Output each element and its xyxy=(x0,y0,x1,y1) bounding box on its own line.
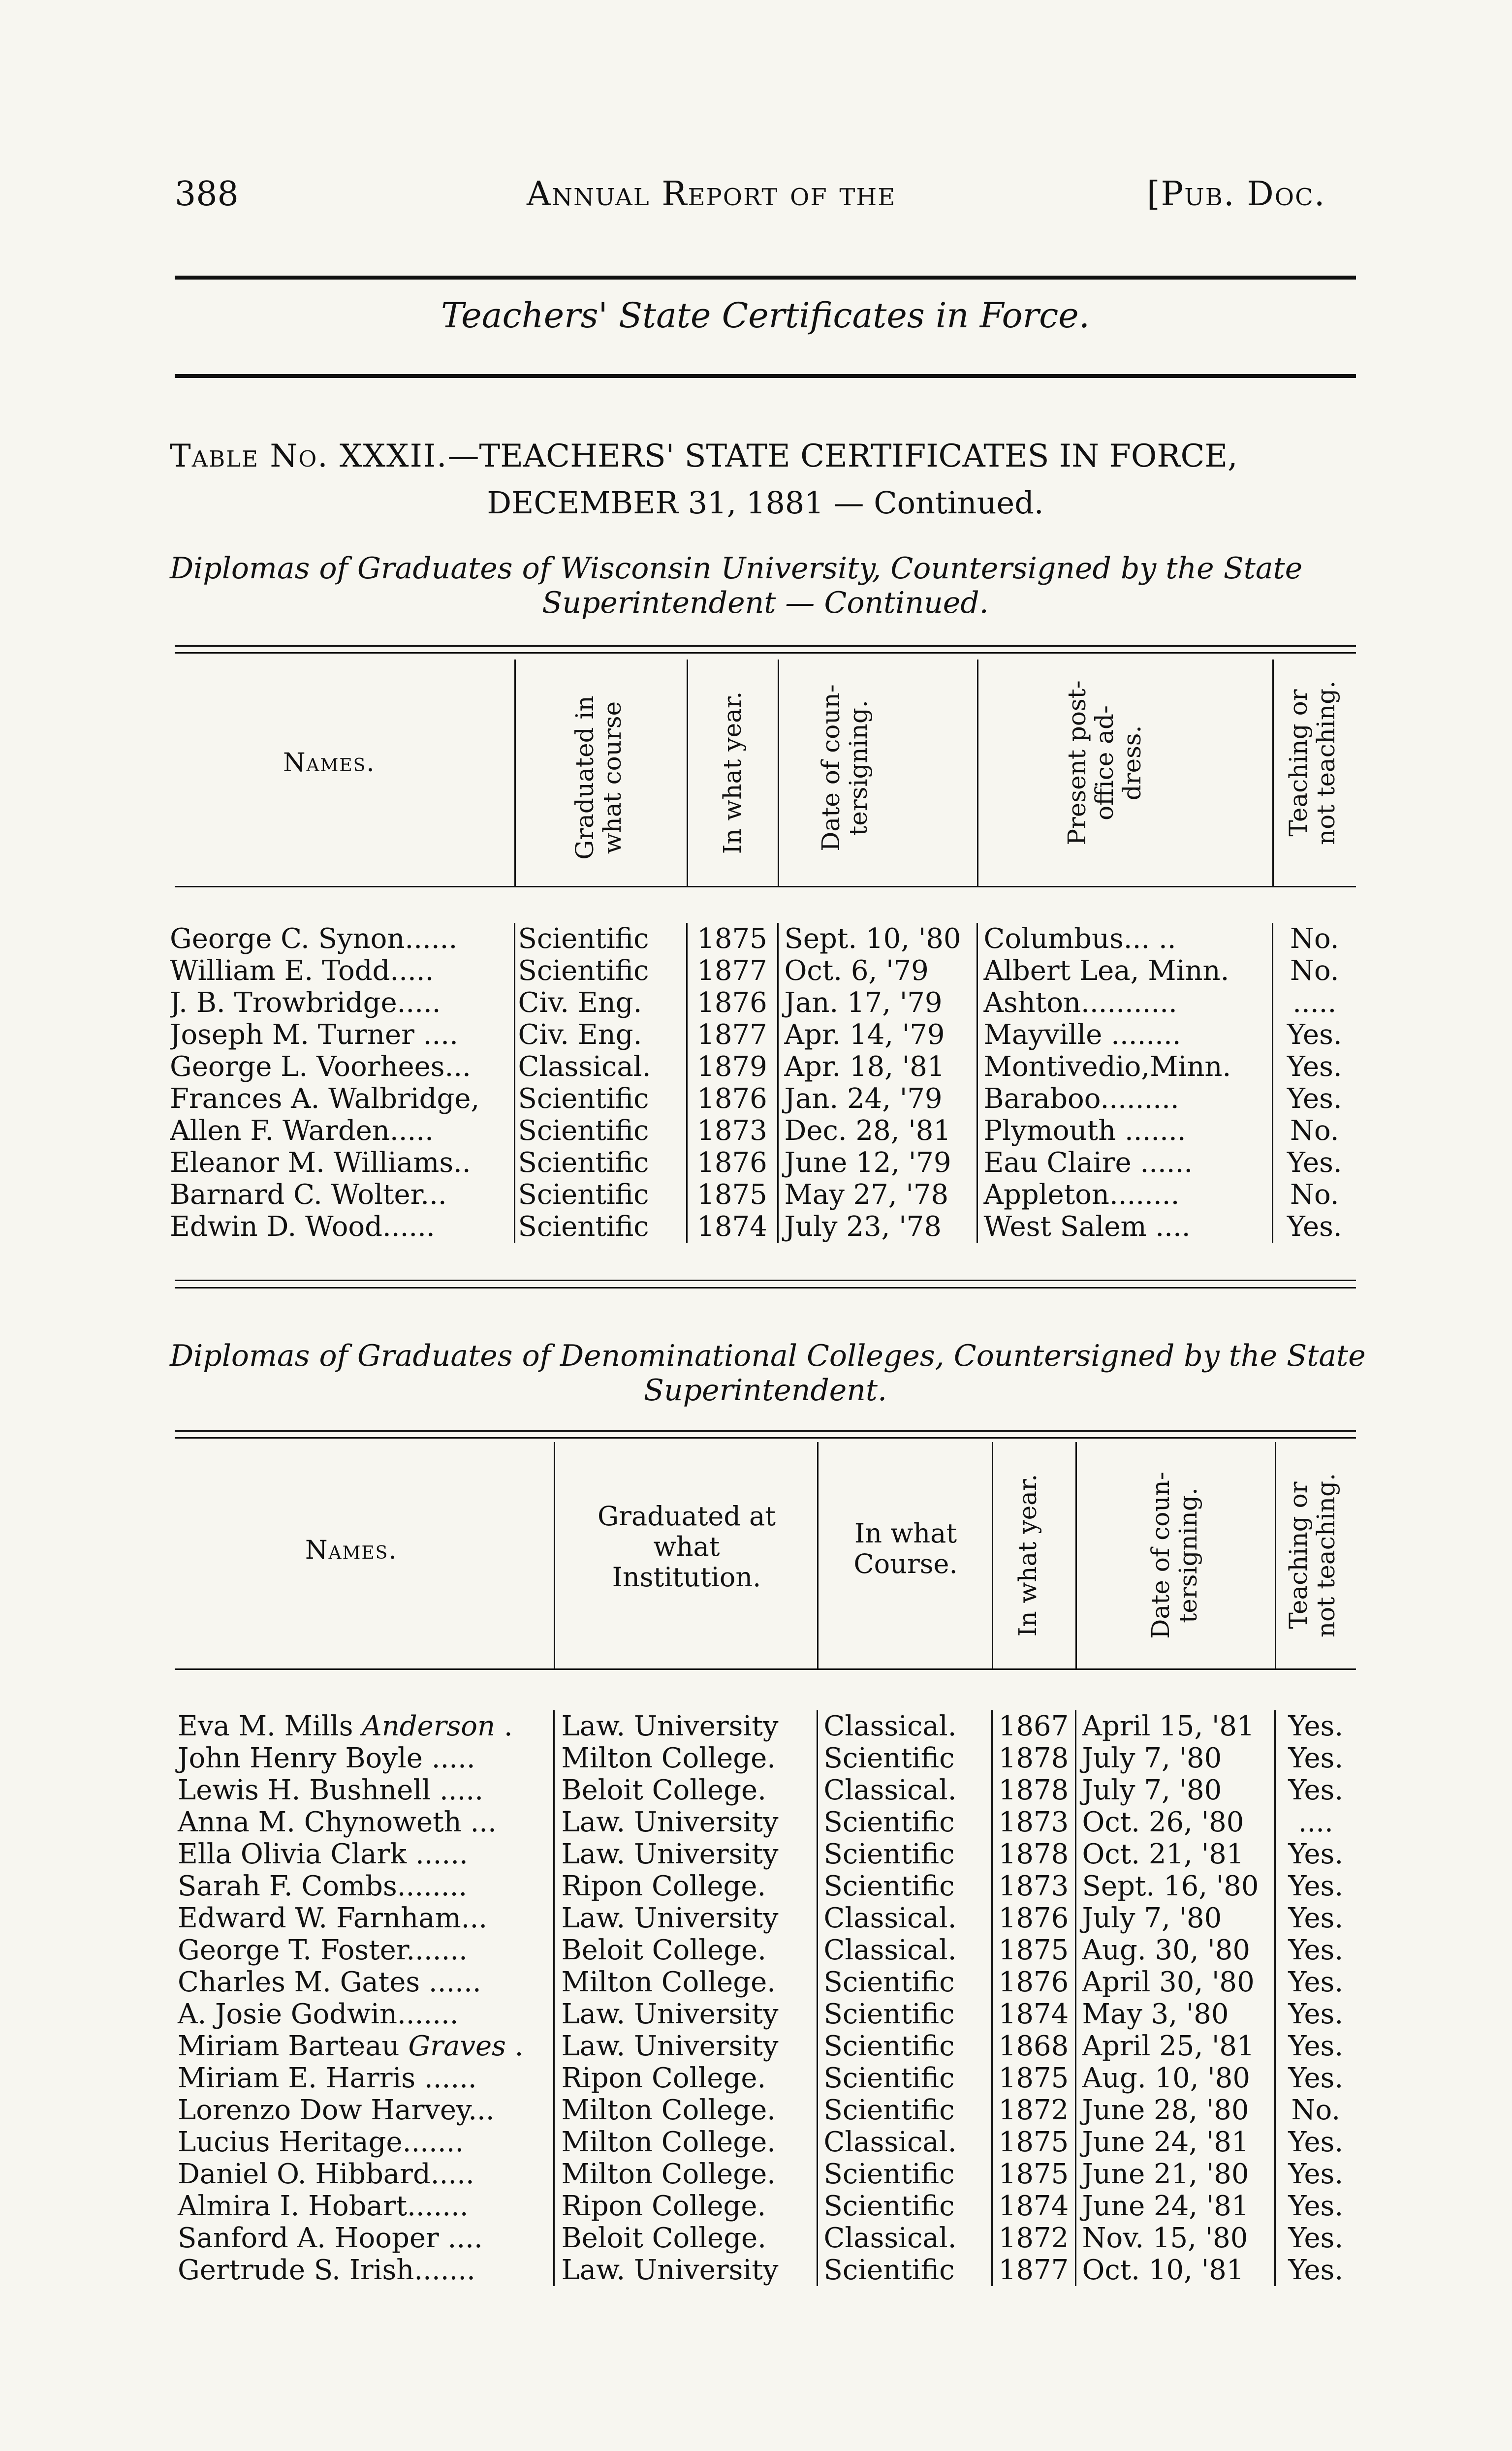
year-cell: 1875 xyxy=(687,923,778,955)
course-cell: Scientific xyxy=(514,955,687,987)
institution-cell: Milton College. xyxy=(554,1742,817,1774)
name-text: Edward W. Farnham... xyxy=(178,1902,488,1934)
table-row xyxy=(170,2030,1356,2062)
name-cell xyxy=(170,2030,554,2062)
table-row xyxy=(170,2158,1356,2190)
t2-col-names: Names. xyxy=(305,1536,398,1565)
name-cell: George L. Voorhees... xyxy=(170,1051,514,1083)
table-row xyxy=(170,1806,1356,1838)
table-row xyxy=(170,955,1356,987)
name-text: Lewis H. Bushnell ..... xyxy=(178,1774,484,1806)
course-cell: Classical. xyxy=(817,1934,992,1966)
course-cell: Scientific xyxy=(514,923,687,955)
course-cell: Classical. xyxy=(817,2126,992,2158)
year-cell: 1875 xyxy=(687,1179,778,1211)
name-cell xyxy=(170,1806,554,1838)
address-cell: Montivedio,Minn. xyxy=(977,1051,1272,1083)
year-cell: 1875 xyxy=(992,2062,1075,2094)
institution-cell: Beloit College. xyxy=(554,1774,817,1806)
address-cell: West Salem .... xyxy=(977,1211,1272,1243)
table-title-line1: —TEACHERS' STATE CERTIFICATES IN FORCE, xyxy=(447,438,1238,474)
table1-caption-cont: Superintendent — Continued. xyxy=(542,586,989,620)
course-cell: Scientific xyxy=(817,2254,992,2286)
name-cell xyxy=(170,2222,554,2254)
name-cell xyxy=(170,1902,554,1934)
institution-cell: Ripon College. xyxy=(554,2062,817,2094)
teaching-cell: Yes. xyxy=(1288,1934,1344,1966)
course-cell: Scientific xyxy=(817,2062,992,2094)
year-cell: 1872 xyxy=(992,2222,1075,2254)
address-cell: Ashton........... xyxy=(977,987,1272,1019)
course-cell: Scientific xyxy=(514,1115,687,1147)
table-title xyxy=(170,438,1238,474)
name-italic: Anderson xyxy=(362,1710,496,1742)
institution-cell: Beloit College. xyxy=(554,2222,817,2254)
teaching-cell: Yes. xyxy=(1288,1710,1344,1742)
table-row xyxy=(170,1998,1356,2030)
year-cell: 1876 xyxy=(992,1902,1075,1934)
date-cell: Sept. 10, '80 xyxy=(778,923,977,955)
year-cell: 1873 xyxy=(992,1870,1075,1902)
name-cell: William E. Todd..... xyxy=(170,955,514,987)
name-text: Gertrude S. Irish....... xyxy=(178,2254,475,2286)
table2-body xyxy=(170,1710,1356,2286)
name-italic: Graves xyxy=(408,2030,506,2062)
teaching-cell: Yes. xyxy=(1288,1742,1344,1774)
name-text: Sanford A. Hooper .... xyxy=(178,2222,483,2254)
year-cell: 1876 xyxy=(687,1147,778,1179)
address-cell: Plymouth ....... xyxy=(977,1115,1272,1147)
name-cell xyxy=(170,1870,554,1902)
date-cell: July 7, '80 xyxy=(1075,1774,1275,1806)
course-cell: Classical. xyxy=(817,1902,992,1934)
running-doc-label: [Pub. Doc. xyxy=(1147,175,1326,214)
name-text: Daniel O. Hibbard..... xyxy=(178,2158,474,2190)
name-cell: Frances A. Walbridge, xyxy=(170,1083,514,1115)
teaching-cell: Yes. xyxy=(1288,1838,1344,1870)
year-cell: 1875 xyxy=(992,1934,1075,1966)
year-cell: 1868 xyxy=(992,2030,1075,2062)
teaching-cell: Yes. xyxy=(1288,2254,1344,2286)
address-cell: Baraboo......... xyxy=(977,1083,1272,1115)
course-cell: Classical. xyxy=(817,2222,992,2254)
name-text: A. Josie Godwin....... xyxy=(178,1998,459,2030)
table-row xyxy=(170,2062,1356,2094)
teaching-cell: Yes. xyxy=(1288,1774,1344,1806)
teaching-cell: Yes. xyxy=(1287,1051,1342,1083)
year-cell: 1873 xyxy=(992,1806,1075,1838)
date-cell: Nov. 15, '80 xyxy=(1075,2222,1275,2254)
table2-top-rule xyxy=(175,1430,1356,1432)
table2-caption: Diplomas of Graduates of Denominational Colleges, Countersigned by the State xyxy=(170,1339,1366,1373)
address-cell: Eau Claire ...... xyxy=(977,1147,1272,1179)
date-cell: Aug. 30, '80 xyxy=(1075,1934,1275,1966)
date-cell: Oct. 21, '81 xyxy=(1075,1838,1275,1870)
name-cell: Edwin D. Wood...... xyxy=(170,1211,514,1243)
course-cell: Scientific xyxy=(514,1147,687,1179)
year-cell: 1873 xyxy=(687,1115,778,1147)
page-number: 388 xyxy=(175,175,239,214)
year-cell: 1875 xyxy=(992,2158,1075,2190)
year-cell: 1877 xyxy=(687,1019,778,1051)
table2-header-rule xyxy=(175,1668,1356,1670)
date-cell: Oct. 10, '81 xyxy=(1075,2254,1275,2286)
running-title: Annual Report of the xyxy=(527,175,896,214)
name-cell: Eleanor M. Williams.. xyxy=(170,1147,514,1179)
date-cell: April 15, '81 xyxy=(1075,1710,1275,1742)
table-row xyxy=(170,1742,1356,1774)
name-text: Miriam E. Harris ...... xyxy=(178,2062,477,2094)
course-cell: Classical. xyxy=(514,1051,687,1083)
name-cell xyxy=(170,2062,554,2094)
course-cell: Classical. xyxy=(817,1710,992,1742)
course-cell: Scientific xyxy=(817,2094,992,2126)
institution-cell: Milton College. xyxy=(554,1966,817,1998)
name-cell xyxy=(170,1966,554,1998)
course-cell: Civ. Eng. xyxy=(514,987,687,1019)
name-text: John Henry Boyle ..... xyxy=(178,1742,475,1774)
table1-caption: Diplomas of Graduates of Wisconsin University, Countersigned by the State xyxy=(170,551,1303,586)
date-cell: June 21, '80 xyxy=(1075,2158,1275,2190)
date-cell: Aug. 10, '80 xyxy=(1075,2062,1275,2094)
teaching-cell: No. xyxy=(1290,1179,1339,1211)
course-cell: Scientific xyxy=(514,1211,687,1243)
name-text: Ella Olivia Clark ...... xyxy=(178,1838,468,1870)
t1-col-names: Names. xyxy=(283,748,376,778)
institution-cell: Law. University xyxy=(554,2030,817,2062)
name-cell xyxy=(170,1838,554,1870)
table-row xyxy=(170,1934,1356,1966)
course-cell: Scientific xyxy=(817,2190,992,2222)
teaching-cell: Yes. xyxy=(1288,2030,1344,2062)
t2-col-course: In what Course. xyxy=(853,1518,958,1579)
year-cell: 1878 xyxy=(992,1774,1075,1806)
name-cell xyxy=(170,2126,554,2158)
name-text: George T. Foster....... xyxy=(178,1934,468,1966)
name-text: Miriam Barteau xyxy=(178,2030,409,2062)
year-cell: 1872 xyxy=(992,2094,1075,2126)
address-cell: Albert Lea, Minn. xyxy=(977,955,1272,987)
t1-col-year: In what year. xyxy=(718,691,747,854)
date-cell: Oct. 6, '79 xyxy=(778,955,977,987)
table-row xyxy=(170,2254,1356,2286)
t1-col-teaching: Teaching or not teaching. xyxy=(1284,680,1340,846)
table-row xyxy=(170,2190,1356,2222)
teaching-cell: Yes. xyxy=(1287,1019,1342,1051)
table2-caption-cont: Superintendent. xyxy=(643,1373,887,1408)
table-row xyxy=(170,2222,1356,2254)
table-row xyxy=(170,1051,1356,1083)
section-rule xyxy=(175,374,1356,378)
date-cell: Sept. 16, '80 xyxy=(1075,1870,1275,1902)
institution-cell: Beloit College. xyxy=(554,1934,817,1966)
year-cell: 1878 xyxy=(992,1742,1075,1774)
institution-cell: Law. University xyxy=(554,1902,817,1934)
teaching-cell: No. xyxy=(1290,923,1339,955)
date-cell: May 3, '80 xyxy=(1075,1998,1275,2030)
institution-cell: Milton College. xyxy=(554,2158,817,2190)
teaching-cell: Yes. xyxy=(1287,1211,1342,1243)
date-cell: Apr. 14, '79 xyxy=(778,1019,977,1051)
year-cell: 1876 xyxy=(992,1966,1075,1998)
course-cell: Scientific xyxy=(817,1998,992,2030)
course-cell: Scientific xyxy=(514,1179,687,1211)
institution-cell: Law. University xyxy=(554,1710,817,1742)
table-row xyxy=(170,1966,1356,1998)
date-cell: May 27, '78 xyxy=(778,1179,977,1211)
table-row xyxy=(170,1083,1356,1115)
course-cell: Scientific xyxy=(817,2030,992,2062)
t1-col-address: Present post- office ad- dress. xyxy=(1063,680,1146,846)
name-tail: . xyxy=(495,1710,513,1742)
year-cell: 1878 xyxy=(992,1838,1075,1870)
date-cell: April 30, '80 xyxy=(1075,1966,1275,1998)
date-cell: Jan. 17, '79 xyxy=(778,987,977,1019)
header-rule xyxy=(175,276,1356,280)
course-cell: Scientific xyxy=(817,1966,992,1998)
t1-col-course: Graduated in what course xyxy=(570,695,627,860)
table-row xyxy=(170,987,1356,1019)
teaching-cell: Yes. xyxy=(1288,1902,1344,1934)
table-row xyxy=(170,1179,1356,1211)
name-cell xyxy=(170,2254,554,2286)
name-tail: . xyxy=(505,2030,524,2062)
table-row xyxy=(170,1211,1356,1243)
table-row xyxy=(170,1019,1356,1051)
year-cell: 1876 xyxy=(687,1083,778,1115)
date-cell: June 12, '79 xyxy=(778,1147,977,1179)
name-cell xyxy=(170,2190,554,2222)
table-row xyxy=(170,1838,1356,1870)
name-cell xyxy=(170,2158,554,2190)
course-cell: Scientific xyxy=(817,2158,992,2190)
t2-col-institution: Graduated at what Institution. xyxy=(598,1501,776,1593)
table-row xyxy=(170,1147,1356,1179)
table-row xyxy=(170,1774,1356,1806)
teaching-cell: ..... xyxy=(1292,987,1337,1019)
date-cell: June 24, '81 xyxy=(1075,2126,1275,2158)
table-number: Table No. XXXII. xyxy=(170,438,448,474)
date-cell: Oct. 26, '80 xyxy=(1075,1806,1275,1838)
date-cell: July 23, '78 xyxy=(778,1211,977,1243)
address-cell: Mayville ........ xyxy=(977,1019,1272,1051)
year-cell: 1874 xyxy=(992,2190,1075,2222)
institution-cell: Law. University xyxy=(554,2254,817,2286)
year-cell: 1874 xyxy=(992,1998,1075,2030)
institution-cell: Law. University xyxy=(554,1998,817,2030)
institution-cell: Law. University xyxy=(554,1806,817,1838)
date-cell: June 24, '81 xyxy=(1075,2190,1275,2222)
date-cell: April 25, '81 xyxy=(1075,2030,1275,2062)
table-row xyxy=(170,2094,1356,2126)
table1-top-rule xyxy=(175,645,1356,647)
name-cell: George C. Synon...... xyxy=(170,923,514,955)
date-cell: Dec. 28, '81 xyxy=(778,1115,977,1147)
institution-cell: Milton College. xyxy=(554,2094,817,2126)
institution-cell: Milton College. xyxy=(554,2126,817,2158)
teaching-cell: Yes. xyxy=(1287,1083,1342,1115)
name-cell xyxy=(170,1774,554,1806)
teaching-cell: Yes. xyxy=(1288,1966,1344,1998)
year-cell: 1874 xyxy=(687,1211,778,1243)
address-cell: Appleton........ xyxy=(977,1179,1272,1211)
address-cell: Columbus... .. xyxy=(977,923,1272,955)
teaching-cell: Yes. xyxy=(1288,1998,1344,2030)
institution-cell: Law. University xyxy=(554,1838,817,1870)
year-cell: 1876 xyxy=(687,987,778,1019)
course-cell: Scientific xyxy=(817,1806,992,1838)
table-row xyxy=(170,1902,1356,1934)
name-cell xyxy=(170,1710,554,1742)
name-cell: Allen F. Warden..... xyxy=(170,1115,514,1147)
name-text: Anna M. Chynoweth ... xyxy=(178,1806,497,1838)
name-text: Eva M. Mills xyxy=(178,1710,362,1742)
teaching-cell: Yes. xyxy=(1288,2158,1344,2190)
name-cell: Joseph M. Turner .... xyxy=(170,1019,514,1051)
table2-top-rule-2 xyxy=(175,1437,1356,1439)
name-cell xyxy=(170,1934,554,1966)
course-cell: Civ. Eng. xyxy=(514,1019,687,1051)
teaching-cell: No. xyxy=(1290,955,1339,987)
teaching-cell: No. xyxy=(1291,2094,1341,2126)
year-cell: 1877 xyxy=(992,2254,1075,2286)
table1-bottom-rule xyxy=(175,1280,1356,1281)
name-cell: Barnard C. Wolter... xyxy=(170,1179,514,1211)
name-text: Lorenzo Dow Harvey... xyxy=(178,2094,495,2126)
teaching-cell: Yes. xyxy=(1287,1147,1342,1179)
name-text: Almira I. Hobart....... xyxy=(178,2190,469,2222)
date-cell: Apr. 18, '81 xyxy=(778,1051,977,1083)
table1-top-rule-2 xyxy=(175,652,1356,654)
date-cell: June 28, '80 xyxy=(1075,2094,1275,2126)
teaching-cell: Yes. xyxy=(1288,1870,1344,1902)
name-text: Charles M. Gates ...... xyxy=(178,1966,481,1998)
table-row xyxy=(170,923,1356,955)
t2-col-teaching: Teaching or not teaching. xyxy=(1284,1473,1340,1638)
teaching-cell: Yes. xyxy=(1288,2062,1344,2094)
table-row xyxy=(170,1710,1356,1742)
date-cell: July 7, '80 xyxy=(1075,1742,1275,1774)
table1-header-rule xyxy=(175,886,1356,887)
teaching-cell: No. xyxy=(1290,1115,1339,1147)
section-title: Teachers' State Certificates in Force. xyxy=(441,295,1090,336)
institution-cell: Ripon College. xyxy=(554,1870,817,1902)
teaching-cell: Yes. xyxy=(1288,2222,1344,2254)
table-row xyxy=(170,2126,1356,2158)
year-cell: 1879 xyxy=(687,1051,778,1083)
course-cell: Scientific xyxy=(817,1870,992,1902)
name-cell xyxy=(170,1998,554,2030)
name-cell xyxy=(170,2094,554,2126)
name-cell xyxy=(170,1742,554,1774)
table1-body xyxy=(170,923,1356,1243)
t2-col-year: In what year. xyxy=(1013,1474,1042,1637)
course-cell: Classical. xyxy=(817,1774,992,1806)
table-row xyxy=(170,1115,1356,1147)
teaching-cell: Yes. xyxy=(1288,2126,1344,2158)
table-title-line2: DECEMBER 31, 1881 — Continued. xyxy=(487,485,1044,521)
year-cell: 1875 xyxy=(992,2126,1075,2158)
teaching-cell: Yes. xyxy=(1288,2190,1344,2222)
institution-cell: Ripon College. xyxy=(554,2190,817,2222)
course-cell: Scientific xyxy=(817,1838,992,1870)
year-cell: 1877 xyxy=(687,955,778,987)
name-text: Lucius Heritage....... xyxy=(178,2126,464,2158)
date-cell: July 7, '80 xyxy=(1075,1902,1275,1934)
t1-col-date: Date of coun- tersigning. xyxy=(817,684,873,851)
course-cell: Scientific xyxy=(514,1083,687,1115)
date-cell: Jan. 24, '79 xyxy=(778,1083,977,1115)
teaching-cell: .... xyxy=(1298,1806,1333,1838)
name-cell: J. B. Trowbridge..... xyxy=(170,987,514,1019)
course-cell: Scientific xyxy=(817,1742,992,1774)
year-cell: 1867 xyxy=(992,1710,1075,1742)
name-text: Sarah F. Combs........ xyxy=(178,1870,468,1902)
table1-bottom-rule-2 xyxy=(175,1287,1356,1288)
table-row xyxy=(170,1870,1356,1902)
t2-col-date: Date of coun- tersigning. xyxy=(1146,1472,1202,1639)
